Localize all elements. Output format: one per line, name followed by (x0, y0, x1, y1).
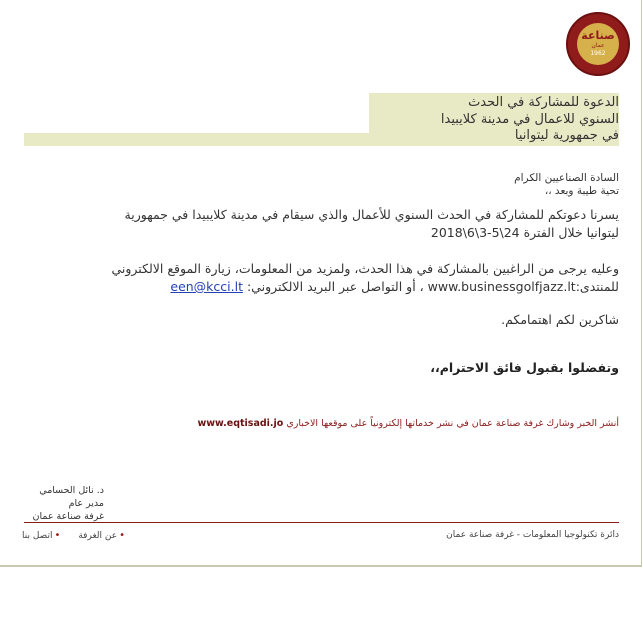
banner-line-3: في جمهورية ليتوانيا (514, 128, 619, 143)
salutation-line-2: تحية طيبة وبعد ،، (544, 185, 619, 197)
invitation-line-2: ليتوانيا خلال الفترة 24\5-3\6\2018 (430, 225, 619, 240)
signature-org: غرفة صناعة عمان (32, 511, 104, 522)
contact-line-2-text: للمنتدى:www.businessgolfjazz.lt ، أو التواصل عبر البريد الالكتروني: (246, 279, 619, 294)
banner-line-1: الدعوة للمشاركة في الحدث (468, 95, 619, 110)
email-link[interactable]: een@kcci.lt (170, 279, 243, 294)
banner-notch (24, 93, 369, 133)
footer-rule (24, 522, 619, 523)
invitation-line-1: يسرنا دعوتكم للمشاركة في الحدث السنوي للأعمال والذي سيقام في مدينة كلايبيدا في جمهورية (124, 207, 619, 222)
footer-link-about-label: عن الغرفة (78, 531, 118, 541)
banner-line-2: السنوي للاعمال في مدينة كلايبيدا (440, 111, 619, 127)
signature-name: د. نائل الحسامي (39, 485, 104, 496)
footer-link-about[interactable] (78, 530, 125, 541)
banner-title (359, 95, 619, 145)
logo-year: 1962 (590, 50, 606, 57)
contact-line-2 (19, 278, 619, 296)
closing: وتفضلوا بقبول فائق الاحترام،، (430, 360, 619, 375)
salutation (514, 172, 619, 198)
promo-line (197, 418, 619, 429)
footer-links (22, 530, 125, 541)
bullet-icon: • (54, 530, 61, 541)
promo-text: أنشر الخبر وشارك غرفة صناعة عمان في نشر خدماتها إلكترونياً على موقعها الاخباري (286, 418, 619, 429)
footer-department: دائرة تكنولوجيا المعلومات - غرفة صناعة عمان (446, 530, 619, 540)
contact-line-1: وعليه يرجى من الراغبين بالمشاركة في هذا الحدث، ولمزيد من المعلومات، زيارة الموقع الالكتروني (111, 261, 619, 276)
thanks: شاكرين لكم اهتمامكم. (501, 312, 619, 327)
paragraph-contact (19, 260, 619, 296)
signature (32, 484, 104, 523)
bullet-icon: • (119, 530, 126, 541)
footer-link-contact[interactable] (22, 530, 60, 541)
footer-link-contact-label: اتصل بنا (22, 531, 53, 541)
promo-site-link[interactable]: www.eqtisadi.jo (197, 418, 284, 429)
chamber-logo (566, 12, 630, 76)
salutation-line-1: السادة الصناعيين الكرام (514, 172, 619, 184)
paragraph-invitation (19, 206, 619, 242)
signature-title: مدير عام (68, 498, 104, 509)
logo-subtitle: عمان (591, 42, 605, 49)
logo-word: صناعة (581, 29, 615, 42)
